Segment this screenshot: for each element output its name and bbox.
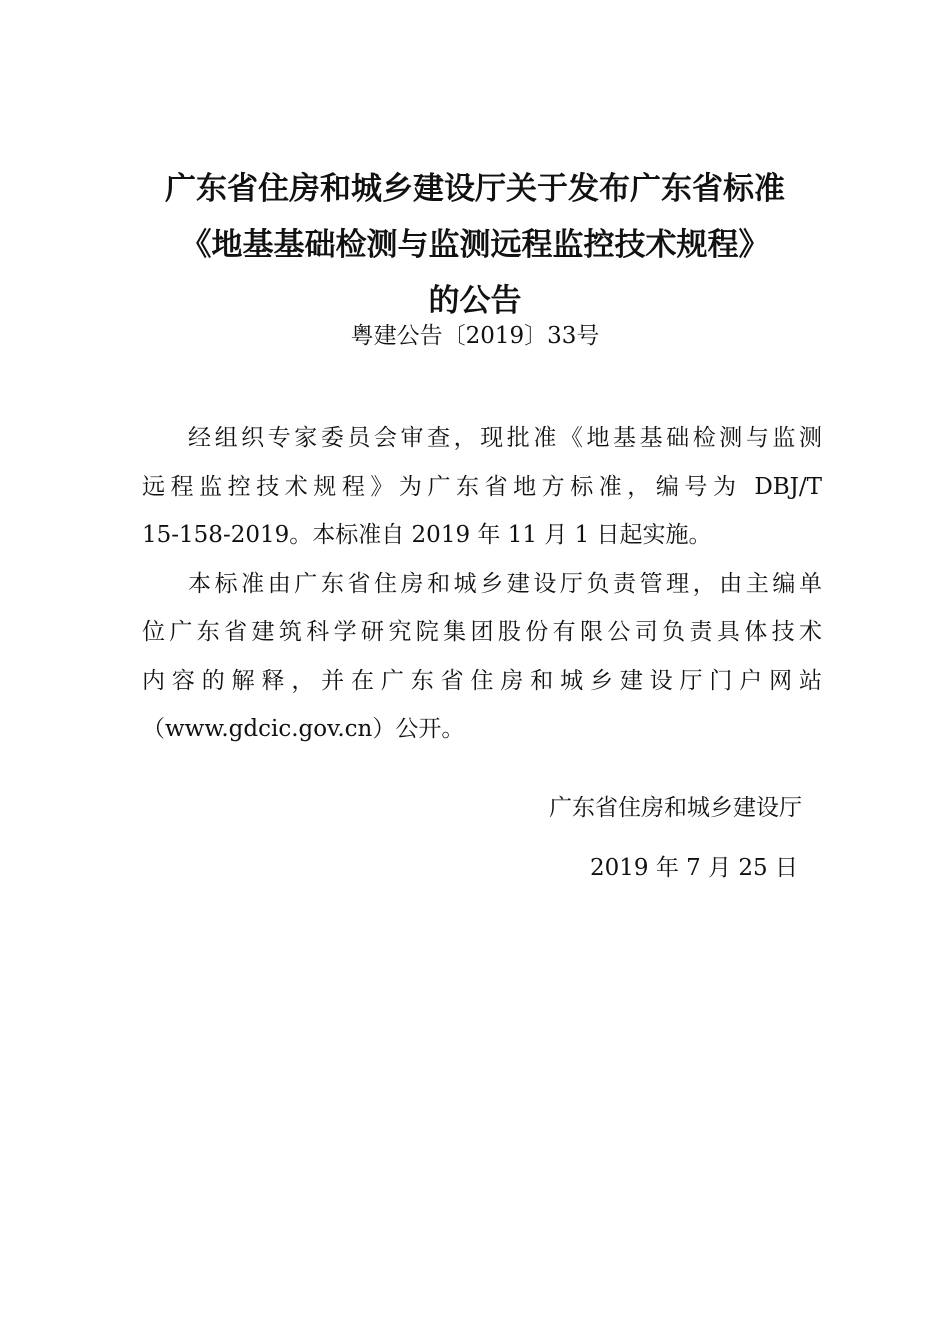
- paragraph-management: [142, 560, 822, 754]
- paragraph-approval: [142, 414, 822, 560]
- text-line: 内容的解释，并在广东省住房和城乡建设厅门户网站: [142, 667, 822, 694]
- title-line: 《地基基础检测与监测远程监控技术规程》: [180, 227, 770, 263]
- text-line: 15-158-2019。本标准自 2019 年 11 月 1 日起实施。: [142, 522, 712, 548]
- text-line: 位广东省建筑科学研究院集团股份有限公司负责具体技术: [142, 619, 822, 645]
- text-line: （www.gdcic.gov.cn）公开。: [142, 716, 465, 742]
- announcement-title: [100, 161, 850, 329]
- issuer-signature: 广东省住房和城乡建设厅: [549, 795, 802, 821]
- issue-date: 2019 年 7 月 25 日: [590, 855, 798, 881]
- title-line: 广东省住房和城乡建设厅关于发布广东省标准: [165, 171, 785, 207]
- text-line: 远程监控技术规程》为广东省地方标准，编号为 DBJ/T: [142, 473, 822, 500]
- announcement-body: [142, 414, 822, 754]
- document-number: 粤建公告〔2019〕33号: [350, 323, 600, 349]
- text-line: 经组织专家委员会审查，现批准《地基基础检测与监测: [188, 425, 822, 451]
- title-line: 的公告: [428, 283, 522, 319]
- text-line: 本标准由广东省住房和城乡建设厅负责管理，由主编单: [188, 570, 822, 597]
